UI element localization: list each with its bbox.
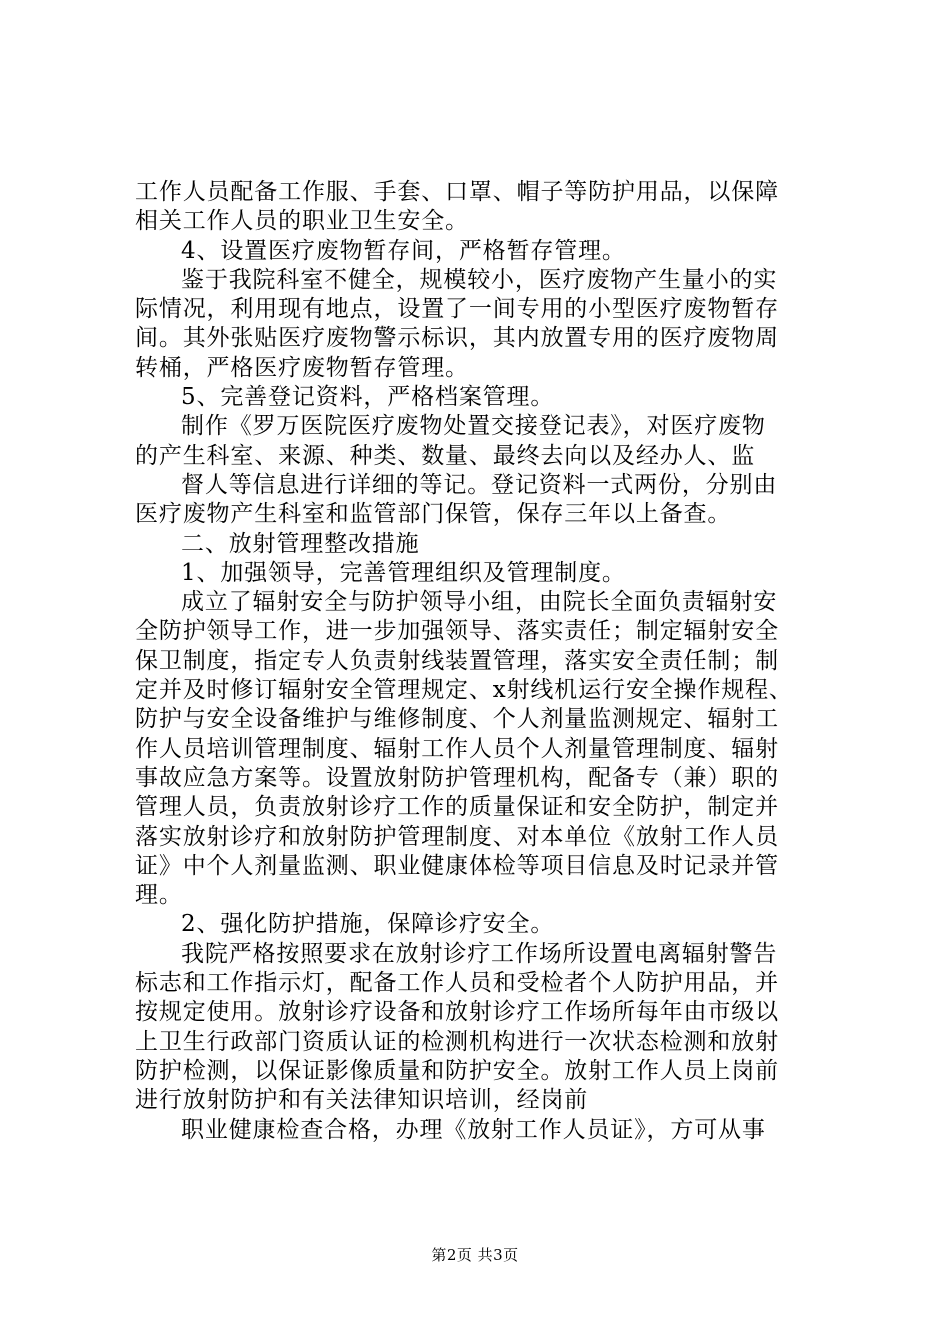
text-line: 事故应急方案等。设置放射防护管理机构，配备专（兼）职的 — [135, 764, 779, 791]
text-line: 职业健康检查合格，办理《放射工作人员证》，方可从事 — [181, 1116, 766, 1143]
text-line: 医疗废物产生科室和监管部门保管，保存三年以上备查。 — [135, 501, 732, 528]
text-line: 成立了辐射安全与防护领导小组，由院长全面负责辐射安 — [181, 589, 778, 616]
text-line: 二、放射管理整改措施 — [181, 530, 420, 557]
text-line: 证》中个人剂量监测、职业健康体检等项目信息及时记录并管 — [135, 852, 779, 879]
text-line: 制作《罗万医院医疗废物处置交接登记表》，对医疗废物 — [181, 413, 766, 440]
text-line: 防护检测，以保证影像质量和防护安全。放射工作人员上岗前 — [135, 1057, 779, 1084]
text-line: 按规定使用。放射诊疗设备和放射诊疗工作场所每年由市级以 — [135, 999, 779, 1026]
page-footer: 第2页 共3页 — [431, 1246, 519, 1264]
text-line: 我院严格按照要求在放射诊疗工作场所设置电离辐射警告 — [181, 940, 778, 967]
text-line: 理。 — [135, 882, 183, 909]
text-line: 际情况，利用现有地点，设置了一间专用的小型医疗废物暂存 — [135, 296, 779, 323]
text-line: 管理人员，负责放射诊疗工作的质量保证和安全防护，制定并 — [135, 794, 779, 821]
text-line: 相关工作人员的职业卫生安全。 — [135, 208, 469, 235]
text-line: 作人员培训管理制度、辐射工作人员个人剂量管理制度、辐射 — [135, 735, 779, 762]
text-line: 全防护领导工作，进一步加强领导、落实责任；制定辐射安全 — [135, 618, 779, 645]
text-line: 标志和工作指示灯，配备工作人员和受检者个人防护用品，并 — [135, 970, 779, 997]
text-line: 上卫生行政部门资质认证的检测机构进行一次状态检测和放射 — [135, 1028, 779, 1055]
text-line: 定并及时修订辐射安全管理规定、x射线机运行安全操作规程、 — [135, 677, 793, 704]
text-line: 4、设置医疗废物暂存间，严格暂存管理。 — [181, 237, 626, 264]
text-line: 保卫制度，指定专人负责射线装置管理，落实安全责任制；制 — [135, 647, 779, 674]
text-line: 的产生科室、来源、种类、数量、最终去向以及经办人、监 — [135, 442, 756, 469]
text-line: 鉴于我院科室不健全，规模较小，医疗废物产生量小的实 — [181, 266, 778, 293]
text-line: 1、加强领导，完善管理组织及管理制度。 — [181, 559, 626, 586]
text-line: 进行放射防护和有关法律知识培训，经岗前 — [135, 1087, 589, 1114]
text-line: 转桶，严格医疗废物暂存管理。 — [135, 354, 469, 381]
text-line: 间。其外张贴医疗废物警示标识，其内放置专用的医疗废物周 — [135, 325, 779, 352]
text-line: 落实放射诊疗和放射防护管理制度、对本单位《放射工作人员 — [135, 823, 779, 850]
document-body — [135, 178, 835, 1145]
text-line: 督人等信息进行详细的等记。登记资料一式两份，分别由 — [181, 471, 778, 498]
text-line: 防护与安全设备维护与维修制度、个人剂量监测规定、辐射工 — [135, 706, 779, 733]
text-line: 工作人员配备工作服、手套、口罩、帽子等防护用品，以保障 — [135, 179, 779, 205]
text-line: 2、强化防护措施，保障诊疗安全。 — [181, 911, 555, 938]
text-line: 5、完善登记资料，严格档案管理。 — [181, 384, 555, 411]
